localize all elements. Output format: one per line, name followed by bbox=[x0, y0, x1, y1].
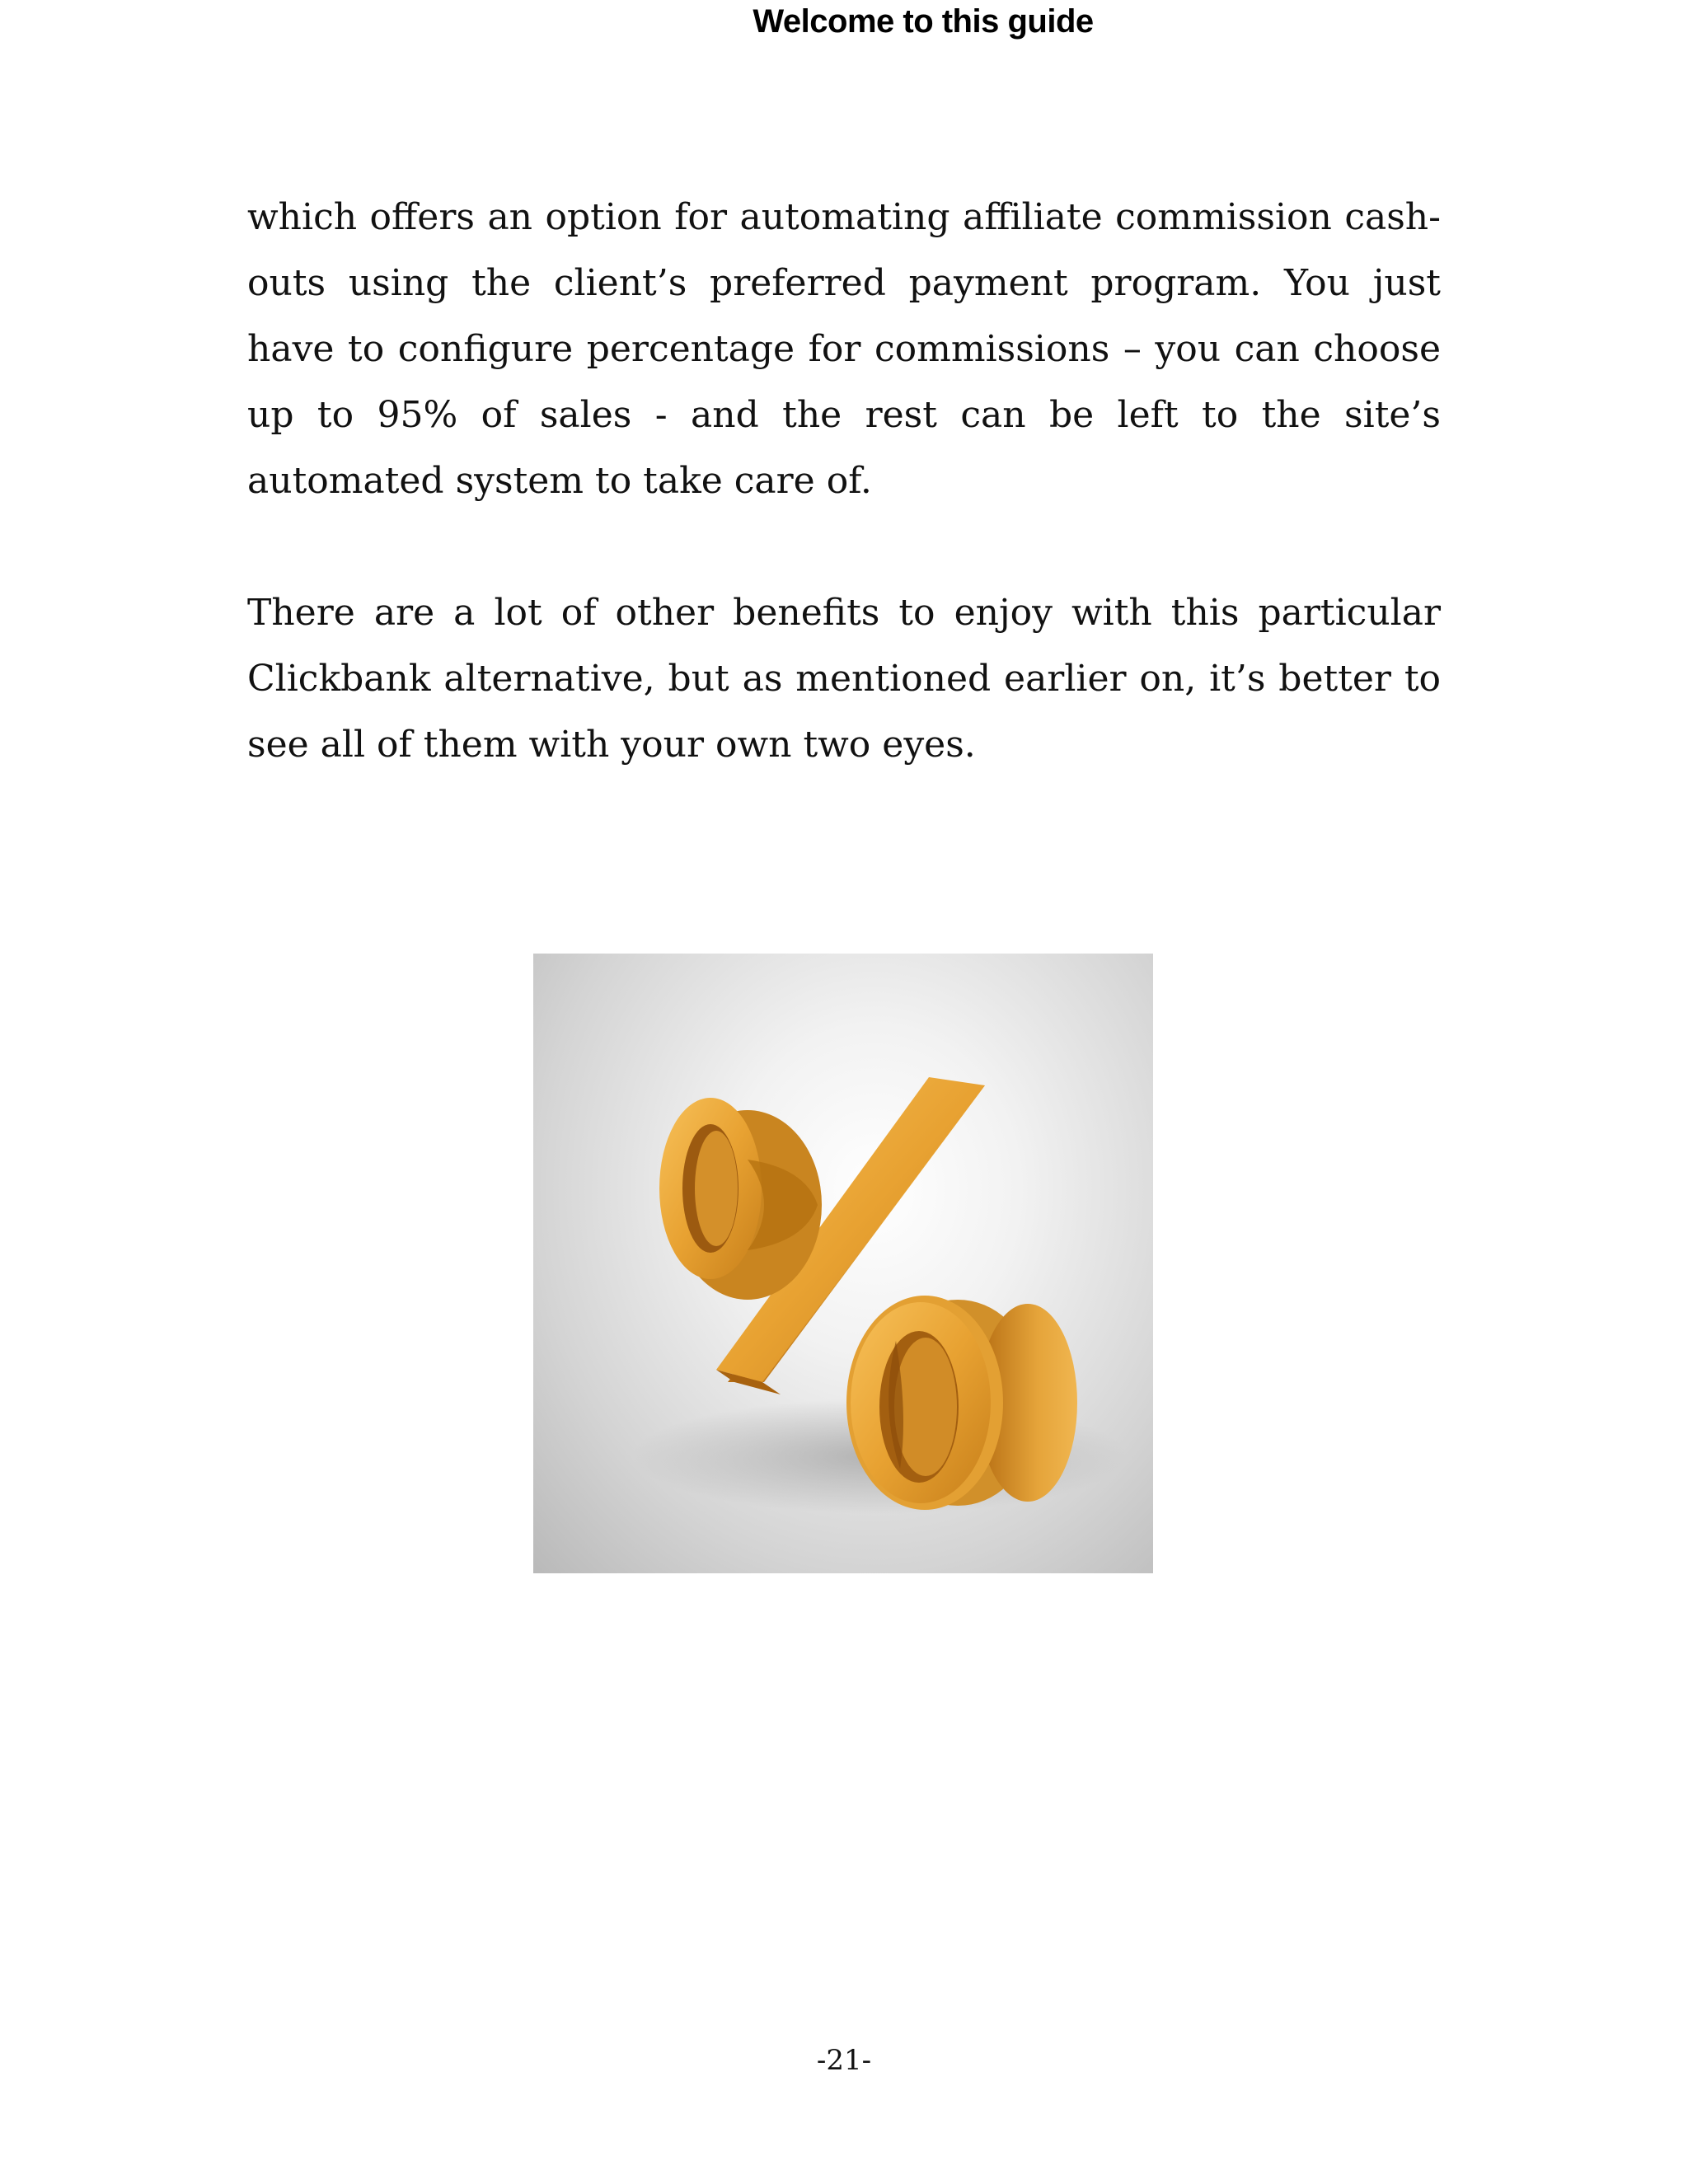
body-paragraph-1: which offers an option for automating affiliate commission cash-outs using the client’s preferred payment program. You just have to configure percentage for commissions – you can choose up to 95% of sales - and the rest can be left to the site’s automated system to take care of. bbox=[247, 196, 1441, 502]
page-header bbox=[0, 0, 1688, 49]
header-title: Welcome to this guide bbox=[753, 3, 1094, 40]
body-paragraph-2: There are a lot of other benefits to enjoy with this particular Clickbank alternative, but as mentioned earlier on, it’s better to see all of them with your own two eyes. bbox=[247, 592, 1441, 766]
percent-sign-image bbox=[533, 954, 1153, 1573]
page-number: -21- bbox=[816, 2044, 872, 2077]
percent-sign-3d-icon bbox=[533, 954, 1153, 1573]
